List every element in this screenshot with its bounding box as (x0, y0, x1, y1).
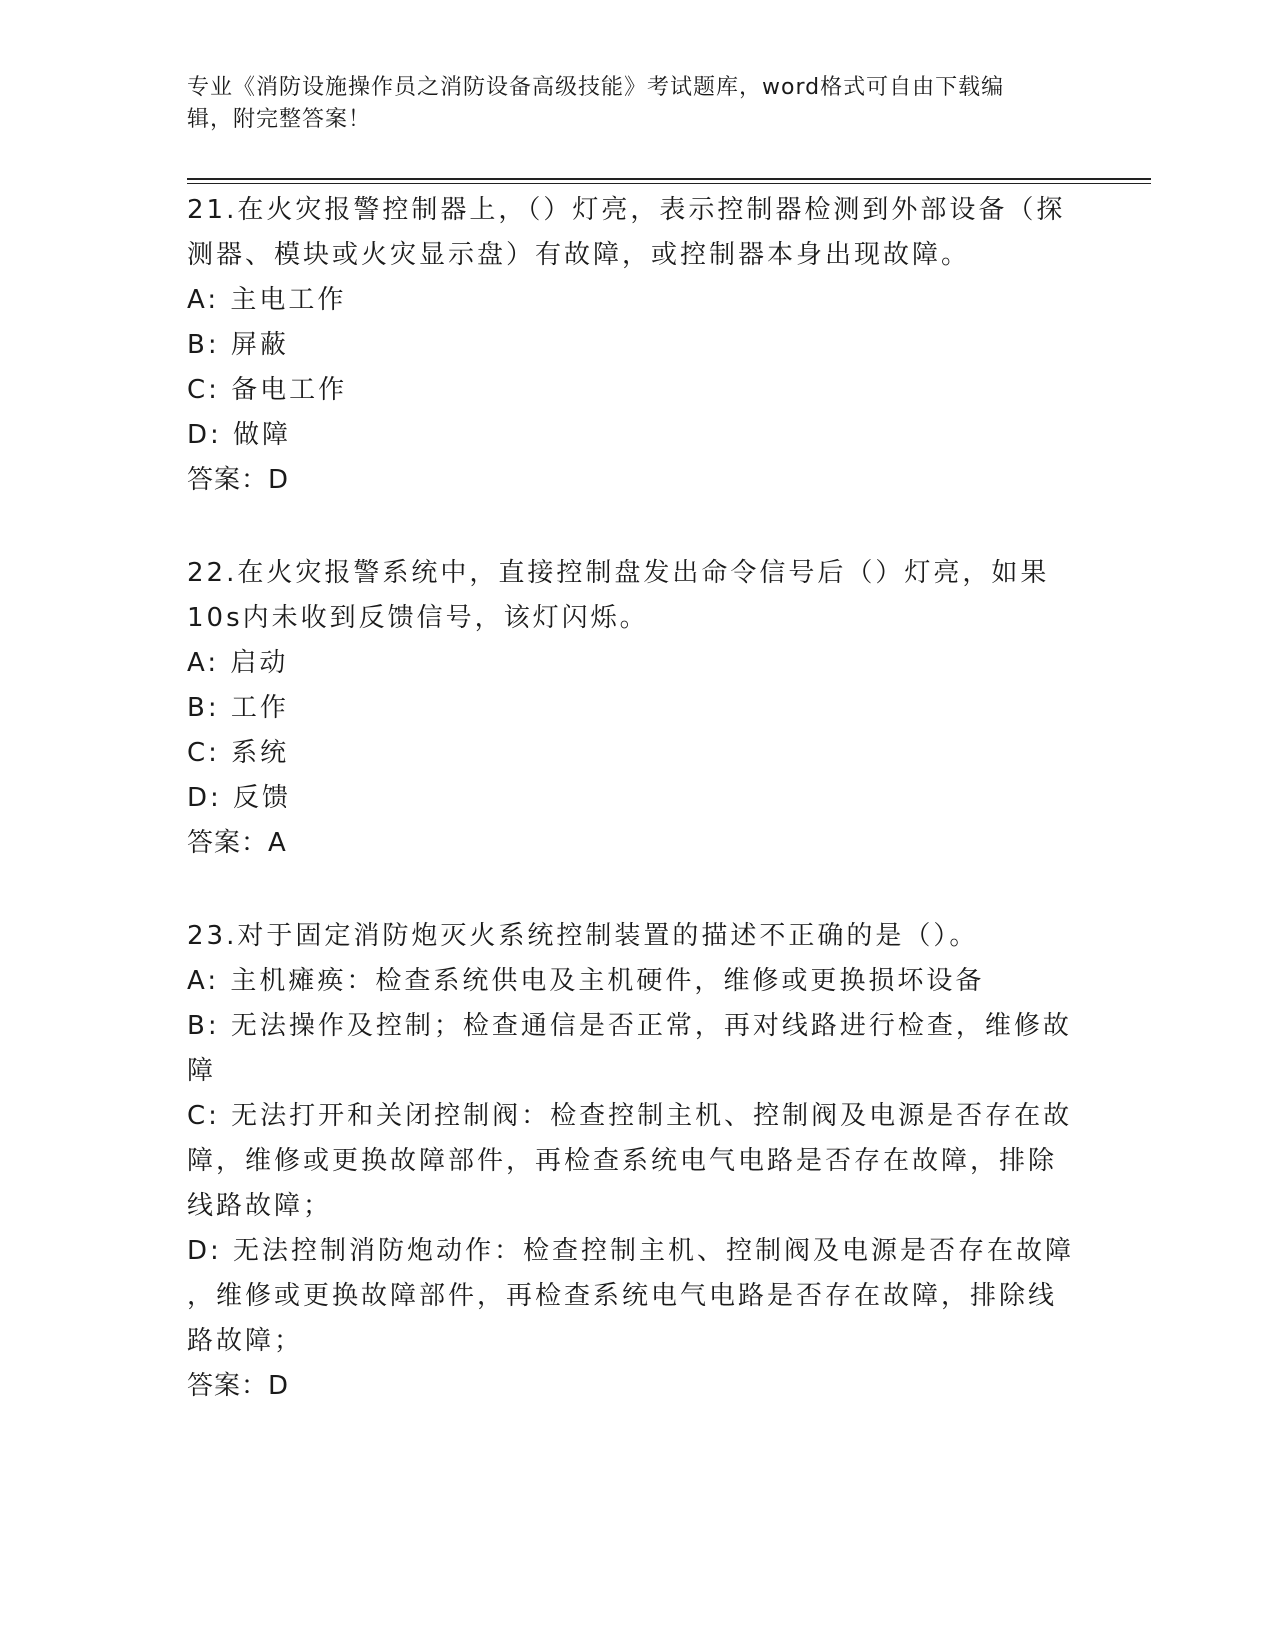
question-block (187, 551, 1087, 866)
question-text: 23.对于固定消防炮灭火系统控制装置的描述不正确的是（）。 (187, 921, 979, 951)
question-text: 22.在火灾报警系统中，直接控制盘发出命令信号后（）灯亮，如果 10s内未收到反馈信号，该灯闪烁。 (187, 558, 1050, 633)
answer-text: 答案：A (187, 828, 287, 858)
option-c: C: 备电工作 (187, 375, 348, 405)
option-b: B: 屏蔽 (187, 330, 289, 360)
header-divider-thin (187, 183, 1151, 184)
option-b: B: 无法操作及控制；检查通信是否正常，再对线路进行检查，维修故 障 (187, 1011, 1072, 1086)
header-note: 专业《消防设施操作员之消防设备高级技能》考试题库，word格式可自由下载编 辑，附完整答案！ (187, 75, 1005, 132)
option-d: D: 反馈 (187, 783, 292, 813)
answer-text: 答案：D (187, 465, 290, 495)
option-a: A: 主机瘫痪：检查系统供电及主机硬件，维修或更换损坏设备 (187, 966, 985, 996)
option-d: D: 无法控制消防炮动作：检查控制主机、控制阀及电源是否存在故障 ，维修或更换故障部件，再检查系统电气电路是否存在故障，排除线 路故障； (187, 1236, 1075, 1356)
option-a: A: 启动 (187, 648, 289, 678)
option-b: B: 工作 (187, 693, 289, 723)
option-c: C: 系统 (187, 738, 290, 768)
option-c: C: 无法打开和关闭控制阀：检查控制主机、控制阀及电源是否存在故 障，维修或更换故障部件，再检查系统电气电路是否存在故障，排除 线路故障； (187, 1101, 1073, 1221)
header-divider (187, 178, 1151, 180)
question-block (187, 914, 1087, 1409)
option-a: A: 主电工作 (187, 285, 347, 315)
option-d: D: 做障 (187, 420, 292, 450)
question-block (187, 188, 1087, 503)
answer-text: 答案：D (187, 1371, 290, 1401)
question-text: 21.在火灾报警控制器上，（）灯亮，表示控制器检测到外部设备（探 测器、模块或火灾显示盘）有故障，或控制器本身出现故障。 (187, 195, 1066, 270)
